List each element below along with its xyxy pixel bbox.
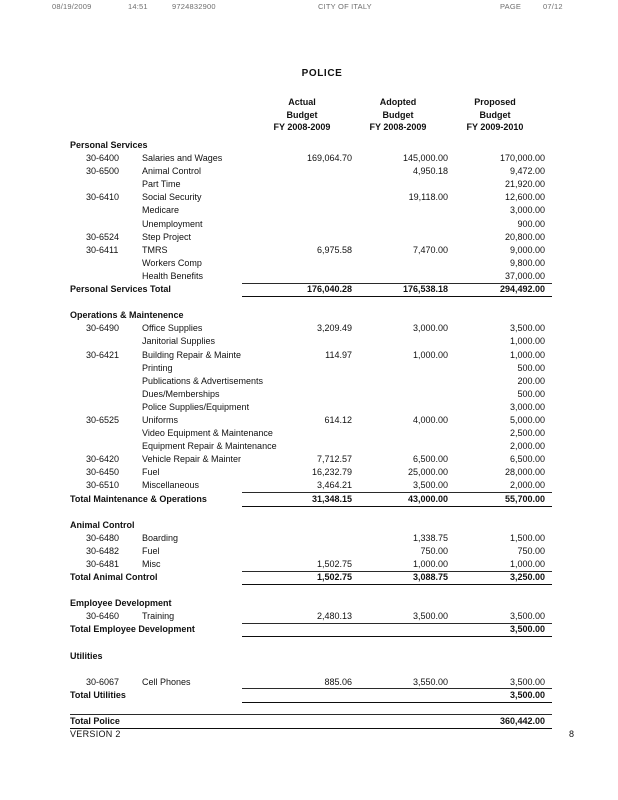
column-header-adopted	[348, 96, 448, 134]
value-proposed: 1,500.00	[509, 532, 545, 543]
value-proposed: 28,000.00	[504, 467, 545, 478]
value-adopted: 3,550.00	[412, 676, 448, 687]
value-proposed: 200.00	[517, 375, 545, 386]
value-adopted: 25,000.00	[407, 467, 448, 478]
table-rule	[242, 506, 552, 507]
table-row	[0, 389, 618, 402]
line-item-label: Fuel	[142, 545, 160, 556]
line-item-label: Step Project	[142, 231, 192, 242]
value-proposed: 5,000.00	[509, 414, 545, 425]
account-code: 30-6500	[86, 166, 120, 177]
column-header-adopted-line2: Budget	[382, 109, 414, 120]
fax-header-city: CITY OF ITALY	[318, 2, 372, 11]
line-item-label: Animal Control	[142, 166, 202, 177]
account-code: 30-6460	[86, 611, 120, 622]
table-rule	[242, 688, 552, 689]
value-actual: 16,232.79	[311, 467, 352, 478]
column-header-adopted-line3: FY 2008-2009	[369, 122, 427, 132]
value-proposed: 3,500.00	[509, 323, 545, 334]
table-row	[0, 441, 618, 454]
line-item-label: Misc	[142, 559, 161, 569]
value-actual: 885.06	[324, 676, 352, 687]
section-total-row	[0, 572, 618, 585]
column-header-proposed-line1: Proposed	[474, 97, 516, 107]
value-adopted: 6,500.00	[412, 454, 448, 465]
value-proposed: 500.00	[517, 362, 545, 373]
table-rule	[242, 492, 552, 493]
value-adopted: 176,538.18	[402, 284, 448, 295]
value-proposed: 2,000.00	[509, 480, 545, 491]
section-heading-row	[0, 520, 618, 533]
value-adopted: 7,470.00	[412, 244, 448, 255]
grand-total-row	[0, 716, 618, 729]
column-header-actual-line3: FY 2008-2009	[273, 122, 331, 132]
table-rule	[242, 584, 552, 585]
value-adopted: 145,000.00	[402, 153, 448, 164]
table-row	[0, 258, 618, 271]
value-actual: 614.12	[324, 414, 352, 425]
account-code: 30-6510	[86, 480, 120, 491]
value-actual: 7,712.57	[316, 454, 352, 465]
value-proposed: 2,000.00	[509, 441, 545, 452]
value-proposed: 3,000.00	[509, 205, 545, 216]
line-item-label: Building Repair & Mainte	[142, 349, 242, 360]
account-code: 30-6410	[86, 192, 120, 203]
table-row	[0, 323, 618, 336]
value-actual: 169,064.70	[306, 153, 352, 164]
table-rule	[242, 571, 552, 572]
section-total-row	[0, 284, 618, 297]
section-heading-row	[0, 310, 618, 323]
table-row	[0, 454, 618, 467]
line-item-label: Unemployment	[142, 218, 203, 229]
table-row	[0, 376, 618, 389]
value-proposed: 3,000.00	[509, 401, 545, 412]
column-header-proposed-line2: Budget	[479, 109, 511, 120]
table-row	[0, 546, 618, 559]
table-row	[0, 205, 618, 218]
table-rule	[242, 623, 552, 624]
value-proposed: 55,700.00	[504, 493, 545, 504]
value-proposed: 3,500.00	[509, 676, 545, 687]
section-heading: Animal Control	[70, 519, 135, 530]
value-proposed: 21,920.00	[504, 179, 545, 190]
section-heading-row	[0, 598, 618, 611]
value-proposed: 37,000.00	[504, 270, 545, 281]
value-adopted: 3,088.75	[412, 572, 448, 583]
account-code: 30-6420	[86, 454, 120, 465]
department-title: POLICE	[301, 68, 343, 79]
line-item-label: Vehicle Repair & Mainter	[142, 454, 242, 465]
fax-header-page-value: 07/12	[543, 2, 563, 11]
value-adopted: 19,118.00	[408, 192, 448, 203]
value-actual: 1,502.75	[316, 572, 352, 583]
value-adopted: 1,000.00	[412, 349, 448, 360]
column-header-proposed-line3: FY 2009-2010	[466, 122, 524, 132]
line-item-label: Office Supplies	[142, 323, 203, 334]
value-adopted: 4,950.18	[412, 166, 448, 177]
table-rule	[70, 714, 552, 715]
value-actual: 176,040.28	[306, 284, 352, 295]
table-row	[0, 402, 618, 415]
account-code: 30-6067	[86, 676, 120, 687]
account-code: 30-6481	[86, 559, 120, 569]
value-proposed: 1,000.00	[509, 336, 545, 347]
value-proposed: 20,800.00	[504, 231, 545, 242]
value-adopted: 3,500.00	[412, 480, 448, 491]
value-proposed: 2,500.00	[509, 428, 545, 439]
account-code: 30-6482	[86, 545, 120, 556]
section-heading-row	[0, 140, 618, 153]
value-proposed: 900.00	[517, 218, 545, 229]
account-code: 30-6480	[86, 532, 120, 543]
value-actual: 6,975.58	[316, 244, 352, 255]
value-adopted: 4,000.00	[412, 414, 448, 425]
value-adopted: 3,500.00	[412, 611, 448, 622]
fax-header-phone: 9724832900	[172, 2, 216, 11]
table-rule	[242, 636, 552, 637]
table-row	[0, 166, 618, 179]
value-proposed: 9,472.00	[509, 166, 545, 177]
value-actual: 2,480.13	[316, 611, 352, 622]
line-item-label: Social Security	[142, 192, 202, 203]
total-label: Total Police	[70, 716, 120, 727]
value-proposed: 6,500.00	[509, 454, 545, 465]
line-item-label: Publications & Advertisements	[142, 375, 264, 386]
section-heading: Personal Services	[70, 140, 148, 150]
value-proposed: 9,000.00	[509, 244, 545, 255]
line-item-label: Medicare	[142, 205, 180, 216]
table-row	[0, 350, 618, 363]
line-item-label: Miscellaneous	[142, 480, 200, 491]
value-proposed: 170,000.00	[499, 153, 545, 164]
line-item-label: Training	[142, 611, 175, 622]
line-item-label: Dues/Memberships	[142, 388, 220, 399]
account-code: 30-6450	[86, 467, 120, 478]
line-item-label: Uniforms	[142, 414, 179, 425]
table-row	[0, 363, 618, 376]
line-item-label: Cell Phones	[142, 676, 191, 687]
table-row	[0, 192, 618, 205]
section-total-row	[0, 690, 618, 703]
value-proposed: 9,800.00	[509, 257, 545, 268]
row-spacer	[0, 585, 618, 598]
fax-header-date: 08/19/2009	[52, 2, 92, 11]
row-spacer	[0, 664, 618, 677]
table-row	[0, 415, 618, 428]
table-row	[0, 232, 618, 245]
section-heading-row	[0, 651, 618, 664]
value-proposed: 1,000.00	[509, 349, 545, 360]
value-actual: 31,348.15	[311, 493, 352, 504]
value-actual: 1,502.75	[316, 559, 352, 569]
value-adopted: 1,338.75	[412, 532, 448, 543]
total-label: Total Employee Development	[70, 624, 195, 635]
table-row	[0, 245, 618, 258]
line-item-label: Health Benefits	[142, 270, 204, 281]
total-label: Total Animal Control	[70, 572, 158, 583]
budget-table	[0, 140, 618, 729]
value-adopted: 43,000.00	[407, 493, 448, 504]
line-item-label: Printing	[142, 362, 173, 373]
value-proposed: 750.00	[517, 545, 545, 556]
section-total-row	[0, 624, 618, 637]
value-actual: 3,209.49	[316, 323, 352, 334]
total-label: Total Maintenance & Operations	[70, 493, 207, 504]
value-proposed: 3,250.00	[509, 572, 545, 583]
line-item-label: Video Equipment & Maintenance	[142, 428, 273, 439]
column-header-adopted-line1: Adopted	[379, 97, 417, 107]
value-adopted: 750.00	[420, 545, 448, 556]
account-code: 30-6411	[86, 244, 119, 255]
line-item-label: Salaries and Wages	[142, 153, 223, 164]
table-rule	[242, 702, 552, 703]
account-code: 30-6525	[86, 414, 120, 425]
fax-header-time: 14:51	[128, 2, 148, 11]
column-header-actual-line2: Budget	[286, 109, 318, 120]
account-code: 30-6490	[86, 323, 120, 334]
line-item-label: Boarding	[142, 532, 179, 543]
table-row	[0, 179, 618, 192]
section-heading: Utilities	[70, 650, 103, 661]
value-proposed: 3,500.00	[509, 611, 545, 622]
footer-version: VERSION 2	[70, 729, 121, 739]
section-heading: Employee Development	[70, 598, 172, 609]
line-item-label: TMRS	[142, 244, 168, 255]
value-proposed: 3,500.00	[509, 624, 545, 635]
footer-page-number: 8	[568, 729, 574, 739]
section-total-row	[0, 494, 618, 507]
table-row	[0, 467, 618, 480]
line-item-label: Police Supplies/Equipment	[142, 401, 250, 412]
account-code: 30-6524	[86, 231, 120, 242]
table-row	[0, 219, 618, 232]
account-code: 30-6421	[86, 349, 120, 360]
line-item-label: Janitorial Supplies	[142, 336, 216, 347]
line-item-label: Workers Comp	[142, 257, 202, 268]
value-adopted: 1,000.00	[412, 559, 448, 569]
line-item-label: Equipment Repair & Maintenance	[142, 441, 277, 452]
value-proposed: 500.00	[517, 388, 545, 399]
value-proposed: 360,442.00	[499, 716, 545, 727]
table-row	[0, 153, 618, 166]
value-proposed: 12,600.00	[504, 192, 545, 203]
value-proposed: 294,492.00	[499, 284, 545, 295]
table-row	[0, 533, 618, 546]
table-row	[0, 336, 618, 349]
fax-header-page-label: PAGE	[500, 2, 522, 11]
table-rule	[242, 283, 552, 284]
column-header-actual-line1: Actual	[288, 97, 316, 107]
total-label: Total Utilities	[70, 689, 126, 700]
table-row	[0, 428, 618, 441]
row-spacer	[0, 638, 618, 651]
value-actual: 3,464.21	[316, 480, 352, 491]
table-rule	[242, 296, 552, 297]
value-actual: 114.97	[325, 349, 352, 360]
row-spacer	[0, 297, 618, 310]
section-heading: Operations & Maintenence	[70, 310, 184, 321]
value-adopted: 3,000.00	[412, 323, 448, 334]
row-spacer	[0, 507, 618, 520]
line-item-label: Fuel	[142, 467, 160, 478]
value-proposed: 1,000.00	[509, 559, 545, 569]
value-proposed: 3,500.00	[509, 689, 545, 700]
column-header-actual	[252, 96, 352, 134]
account-code: 30-6400	[86, 153, 120, 164]
total-label: Personal Services Total	[70, 284, 171, 295]
column-header-proposed	[445, 96, 545, 134]
line-item-label: Part Time	[142, 179, 181, 190]
